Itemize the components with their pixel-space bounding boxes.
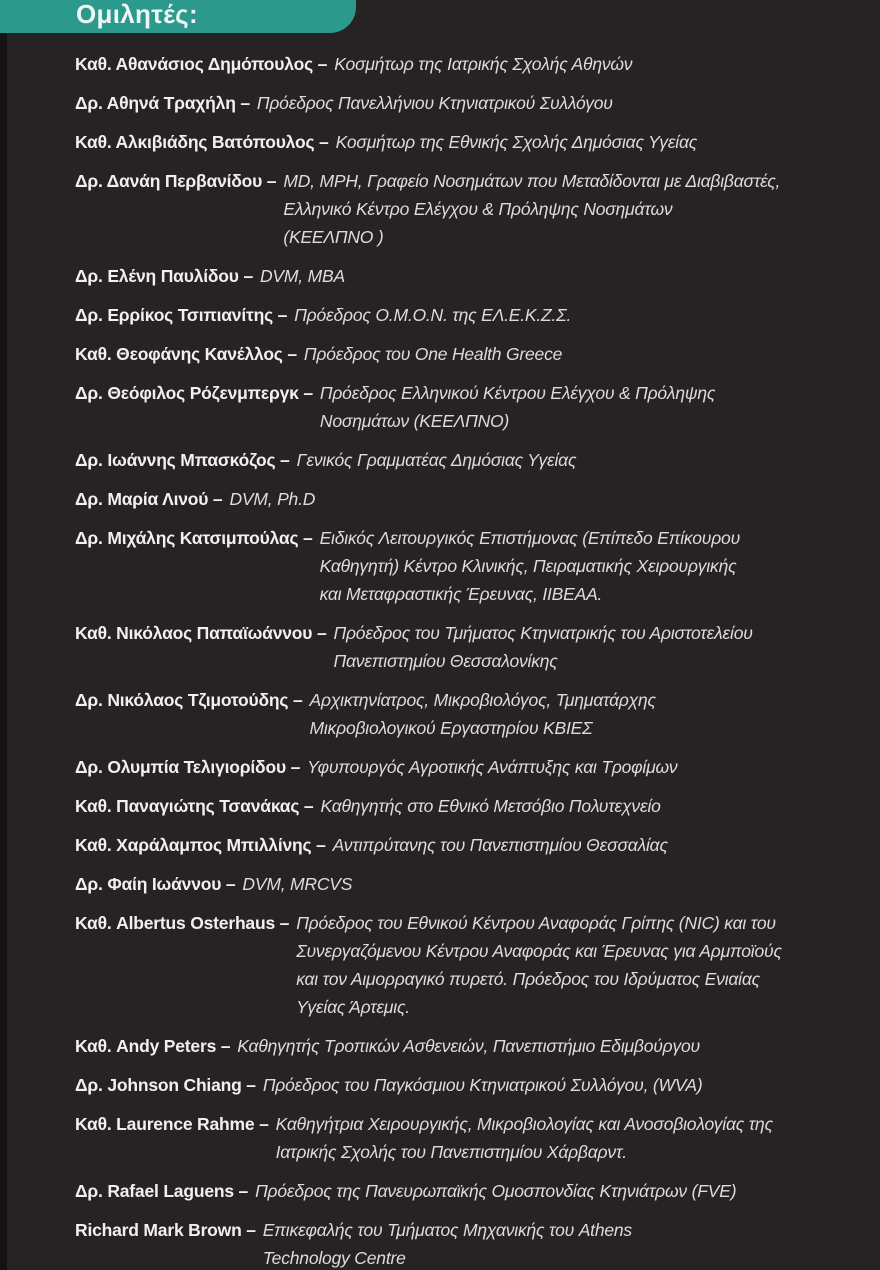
speaker-role-line: (ΚΕΕΛΠΝΟ ) <box>283 227 384 247</box>
speaker-name: Καθ. Αλκιβιάδης Βατόπουλος – <box>75 132 329 152</box>
speaker-row <box>75 686 875 742</box>
speaker-role-line: Γενικός Γραμματέας Δημόσιας Υγείας <box>296 450 577 470</box>
speaker-row <box>75 870 875 898</box>
speaker-role <box>294 301 571 329</box>
speaker-role <box>310 686 656 742</box>
speaker-name: Richard Mark Brown – <box>75 1220 256 1240</box>
speaker-role-line: Νοσημάτων (ΚΕΕΛΠΝΟ) <box>319 411 510 431</box>
speaker-role-line: MD, MPH, Γραφείο Νοσημάτων που Μεταδίδονται με Διαβιβαστές, <box>283 171 781 191</box>
speaker-role <box>260 262 345 290</box>
speaker-role-line: Πρόεδρος του Εθνικού Κέντρου Αναφοράς Γρίπης (NIC) και του <box>296 913 776 933</box>
speaker-name: Δρ. Θεόφιλος Ρόζενμπεργκ – <box>75 383 313 403</box>
speaker-role <box>297 446 577 474</box>
speaker-role-line: Technology Centre <box>262 1248 406 1268</box>
speaker-role-line: Υφυπουργός Αγροτικής Ανάπτυξης και Τροφίμων <box>307 757 678 777</box>
speaker-name: Δρ. Ολυμπία Τελιγιορίδου – <box>75 757 301 777</box>
speaker-role-line: Ιατρικής Σχολής του Πανεπιστημίου Χάρβαρντ. <box>275 1142 627 1162</box>
speaker-name: Δρ. Ιωάννης Μπασκόζος – <box>75 450 290 470</box>
speaker-row <box>75 753 875 781</box>
speaker-row <box>75 50 875 78</box>
speakers-list <box>75 50 875 1270</box>
speaker-name: Δρ. Μαρία Λινού – <box>75 489 223 509</box>
speaker-role-line: Ελληνικό Κέντρο Ελέγχου & Πρόληψης Νοσημάτων <box>283 199 673 219</box>
speaker-role <box>334 50 632 78</box>
speaker-name: Καθ. Χαράλαμπος Μπιλλίνης – <box>75 835 326 855</box>
speaker-role-line: Κοσμήτωρ της Ιατρικής Σχολής Αθηνών <box>334 54 633 74</box>
speaker-role-line: Αντιπρύτανης του Πανεπιστημίου Θεσσαλίας <box>332 835 668 855</box>
speaker-role-line: Υγείας Άρτεμις. <box>296 997 410 1017</box>
speaker-role-line: Επικεφαλής του Τμήματος Μηχανικής του Athens <box>262 1220 632 1240</box>
speaker-row <box>75 446 875 474</box>
speaker-name: Καθ. Νικόλαος Παπαϊωάννου – <box>75 623 327 643</box>
speaker-role-line: και τον Αιμορραγικό πυρετό. Πρόεδρος του Ιδρύματος Ενιαίας <box>296 969 760 989</box>
speaker-role-line: Καθηγητής Τροπικών Ασθενειών, Πανεπιστήμιο Εδιμβούργου <box>237 1036 700 1056</box>
speaker-role-line: Καθηγητής στο Εθνικό Μετσόβιο Πολυτεχνείο <box>320 796 661 816</box>
speaker-role-line: DVM, Ph.D <box>229 489 316 509</box>
speaker-role <box>255 1177 736 1205</box>
speaker-name: Δρ. Johnson Chiang – <box>75 1075 256 1095</box>
speaker-role-line: DVM, MBA <box>259 266 345 286</box>
speaker-name: Δρ. Μιχάλης Κατσιμπούλας – <box>75 528 313 548</box>
speaker-role <box>263 1071 703 1099</box>
speaker-name: Δρ. Φαίη Ιωάννου – <box>75 874 236 894</box>
speaker-row <box>75 128 875 156</box>
speaker-role <box>307 753 677 781</box>
header-badge <box>0 0 356 33</box>
speaker-role <box>283 167 780 251</box>
speaker-row <box>75 909 875 1021</box>
speaker-role-line: Καθηγητή) Κέντρο Κλινικής, Πειραματικής Χειρουργικής <box>319 556 737 576</box>
speaker-role <box>333 619 752 675</box>
speaker-role-line: Αρχικτηνίατρος, Μικροβιολόγος, Τμηματάρχης <box>309 690 656 710</box>
speaker-role <box>320 379 715 435</box>
speaker-role-line: Πρόεδρος της Πανευρωπαϊκής Ομοσπονδίας Κτηνιάτρων (FVE) <box>255 1181 737 1201</box>
speaker-role-line: Πανεπιστημίου Θεσσαλονίκης <box>333 651 558 671</box>
speaker-role <box>242 870 352 898</box>
speaker-row <box>75 485 875 513</box>
speaker-row <box>75 1032 875 1060</box>
speaker-role-line: Κοσμήτωρ της Εθνικής Σχολής Δημόσιας Υγείας <box>335 132 698 152</box>
speaker-row <box>75 379 875 435</box>
speaker-role-line: Πρόεδρος του Παγκόσμιου Κτηνιατρικού Συλλόγου, (WVA) <box>262 1075 703 1095</box>
speaker-role-line: Καθηγήτρια Χειρουργικής, Μικροβιολογίας και Ανοσοβιολογίας της <box>275 1114 773 1134</box>
speaker-row <box>75 792 875 820</box>
speaker-role-line: Πρόεδρος του One Health Greece <box>303 344 563 364</box>
speaker-role <box>237 1032 700 1060</box>
speaker-name: Καθ. Laurence Rahme – <box>75 1114 269 1134</box>
speaker-role <box>336 128 698 156</box>
speaker-row <box>75 619 875 675</box>
speaker-role-line: Πρόεδρος Ελληνικού Κέντρου Ελέγχου & Πρόληψης <box>319 383 716 403</box>
speaker-row <box>75 1071 875 1099</box>
speaker-role <box>304 340 562 368</box>
speaker-role <box>229 485 315 513</box>
speaker-role-line: Πρόεδρος Πανελλήνιου Κτηνιατρικού Συλλόγου <box>256 93 613 113</box>
speaker-name: Δρ. Ελένη Παυλίδου – <box>75 266 253 286</box>
speaker-row <box>75 1216 875 1270</box>
speaker-row <box>75 167 875 251</box>
speaker-name: Καθ. Παναγιώτης Τσανάκας – <box>75 796 314 816</box>
speaker-name: Δρ. Αθηνά Τραχήλη – <box>75 93 250 113</box>
speaker-row <box>75 1177 875 1205</box>
page-title: Ομιλητές: <box>76 0 198 29</box>
speaker-name: Καθ. Albertus Osterhaus – <box>75 913 290 933</box>
speaker-role-line: Συνεργαζόμενου Κέντρου Αναφοράς και Έρευνας για Αρμποϊούς <box>296 941 782 961</box>
speaker-role-line: Μικροβιολογικού Εργαστηρίου ΚΒΙΕΣ <box>309 718 593 738</box>
speaker-name: Δρ. Ερρίκος Τσιπιανίτης – <box>75 305 288 325</box>
speaker-name: Δρ. Rafael Laguens – <box>75 1181 249 1201</box>
speaker-role-line: DVM, MRCVS <box>242 874 353 894</box>
speaker-name: Δρ. Νικόλαος Τζιμοτούδης – <box>75 690 303 710</box>
speaker-row <box>75 301 875 329</box>
speaker-role <box>320 524 740 608</box>
speaker-row <box>75 340 875 368</box>
speaker-row <box>75 1110 875 1166</box>
speaker-role-line: Πρόεδρος Ο.Μ.Ο.Ν. της ΕΛ.Ε.Κ.Ζ.Σ. <box>294 305 572 325</box>
speaker-role <box>320 792 660 820</box>
speaker-name: Δρ. Δανάη Περβανίδου – <box>75 171 277 191</box>
speaker-row <box>75 831 875 859</box>
speaker-role <box>333 831 668 859</box>
speaker-role <box>296 909 782 1021</box>
speaker-role-line: Ειδικός Λειτουργικός Επιστήμονας (Επίπεδο Επίκουρου <box>319 528 740 548</box>
speaker-name: Καθ. Θεοφάνης Κανέλλος – <box>75 344 297 364</box>
speaker-role <box>263 1216 632 1270</box>
speaker-role-line: Πρόεδρος του Τμήματος Κτηνιατρικής του Αριστοτελείου <box>333 623 753 643</box>
speaker-name: Καθ. Αθανάσιος Δημόπουλος – <box>75 54 328 74</box>
speaker-role <box>257 89 613 117</box>
speaker-role <box>276 1110 773 1166</box>
left-edge-border <box>0 0 7 1270</box>
speaker-row <box>75 524 875 608</box>
speaker-row <box>75 262 875 290</box>
speaker-row <box>75 89 875 117</box>
speaker-name: Καθ. Andy Peters – <box>75 1036 231 1056</box>
speaker-role-line: και Μεταφραστικής Έρευνας, ΙΙΒΕΑΑ. <box>319 584 603 604</box>
